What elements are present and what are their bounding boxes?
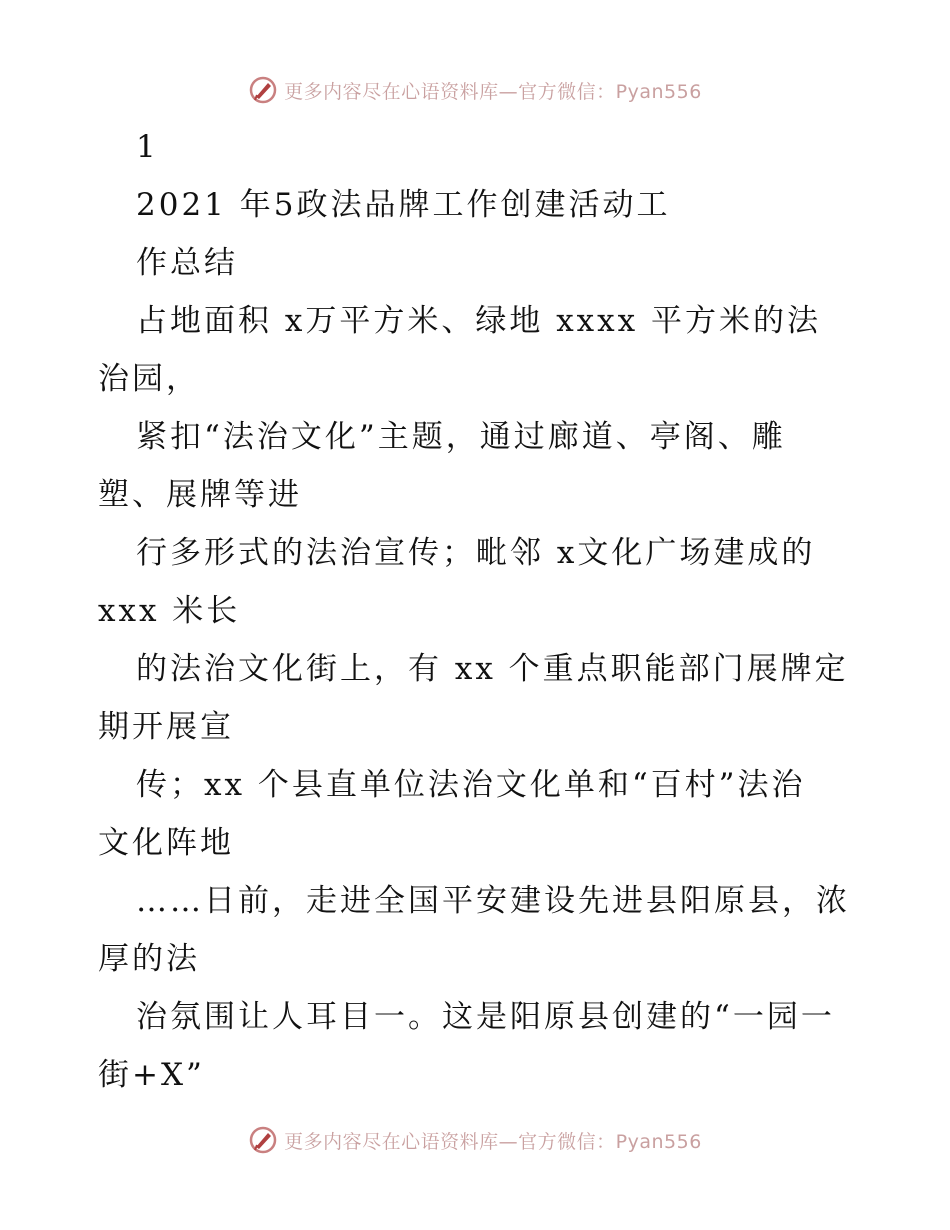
doc-line: 的法治文化街上，有 xx 个重点职能部门展牌定 (136, 651, 849, 687)
footer-watermark (0, 1120, 950, 1160)
doc-line: 作总结 (136, 245, 238, 281)
header-watermark (0, 70, 950, 110)
quill-pen-logo-icon (248, 75, 278, 105)
doc-line: 治园， (98, 361, 200, 397)
doc-line: 占地面积 x万平方米、绿地 xxxx 平方米的法 (136, 303, 821, 339)
doc-line: 行多形式的法治宣传；毗邻 x文化广场建成的 (136, 535, 816, 571)
watermark-text: 更多内容尽在心语资料库—官方微信：Pyan556 (284, 80, 702, 103)
doc-line: 治氛围让人耳目一。这是阳原县创建的“一园一 (136, 999, 835, 1035)
doc-line: 塑、展牌等进 (98, 477, 302, 513)
doc-line: ……日前，走进全国平安建设先进县阳原县，浓 (136, 883, 850, 919)
doc-line: xxx 米长 (98, 593, 241, 629)
quill-pen-logo-icon (248, 1125, 278, 1155)
doc-line: 文化阵地 (98, 825, 234, 861)
document-body (98, 118, 858, 1104)
doc-line: 1 (136, 129, 159, 165)
doc-line: 厚的法 (98, 941, 200, 977)
doc-line: 2021 年5政法品牌工作创建活动工 (136, 187, 671, 223)
doc-line: 街+X” (98, 1057, 205, 1093)
doc-line: 紧扣“法治文化”主题，通过廊道、亭阁、雕 (136, 419, 786, 455)
watermark-text: 更多内容尽在心语资料库—官方微信：Pyan556 (284, 1130, 702, 1153)
doc-line: 传；xx 个县直单位法治文化单和“百村”法治 (136, 767, 806, 803)
doc-line: 期开展宣 (98, 709, 234, 745)
